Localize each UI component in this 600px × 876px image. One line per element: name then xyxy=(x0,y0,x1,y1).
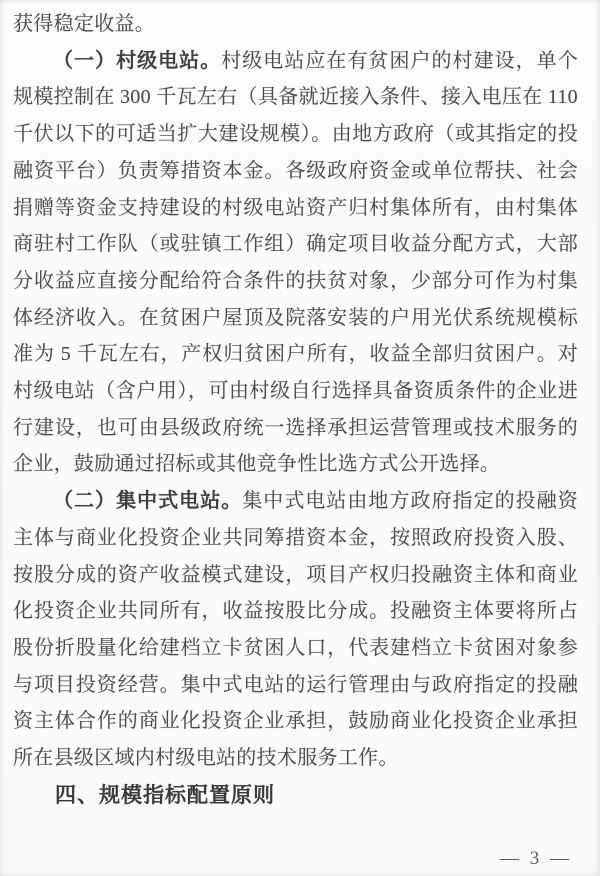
continuation-line xyxy=(13,6,578,43)
section-heading: 四、规模指标配置原则 xyxy=(55,783,275,807)
paragraph-village-station xyxy=(13,43,578,483)
paragraph-lead-centralized-station: （二）集中式电站。 xyxy=(53,490,243,513)
paragraph-body-centralized-station: 集中式电站由地方政府指定的投融资主体与商业化投资企业共同筹措资本金，按照政府投资入股、按股分成的资产收益模式建设，项目产权归投融资主体和商业化投资企业共同所有，收益按股比分成。投融资主体要将所占股份折股量化给建档立卡贫困人口，代表建档立卡贫困对象参与项目投资经营。集中式电站的运行管理由与政府指定的投融资主体合作的商业化投资企业承担，鼓励商业化投资企业承担所在县级区域内村级电站的技术服务工作。 xyxy=(13,490,578,770)
paragraph-centralized-station xyxy=(13,483,578,777)
continuation-text: 获得稳定收益。 xyxy=(13,13,156,35)
paragraph-lead-village-station: （一）村级电站。 xyxy=(53,49,222,72)
page-number: — 3 — xyxy=(500,848,572,869)
paragraph-body-village-station: 村级电站应在有贫困户的村建设，单个规模控制在 300 千瓦左右（具备就近接入条件、接入电压在 110 千伏以下的可适当扩大建设规模）。由地方政府（或其指定的投融资平台）负责筹措资本金。各级政府资金或单位帮扶、社会捐赠等资金支持建设的村级电站资产归村集体所有，由村集体商驻村工作队（或驻镇工作组）确定项目收益分配方式，大部分收益应直接分配给符合条件的扶贫对象，少部分可作为村集体经济收入。在贫困户屋顶及院落安装的户用光伏系统规模标准为 5 千瓦左右，产权归贫困户所有，收益全部归贫困户。对村级电站（含户用），可由村级自行选择具备资质条件的企业进行建设，也可由县级政府统一选择承担运营管理或技术服务的企业，鼓励通过招标或其他竞争性比选方式公开选择。 xyxy=(13,49,578,476)
